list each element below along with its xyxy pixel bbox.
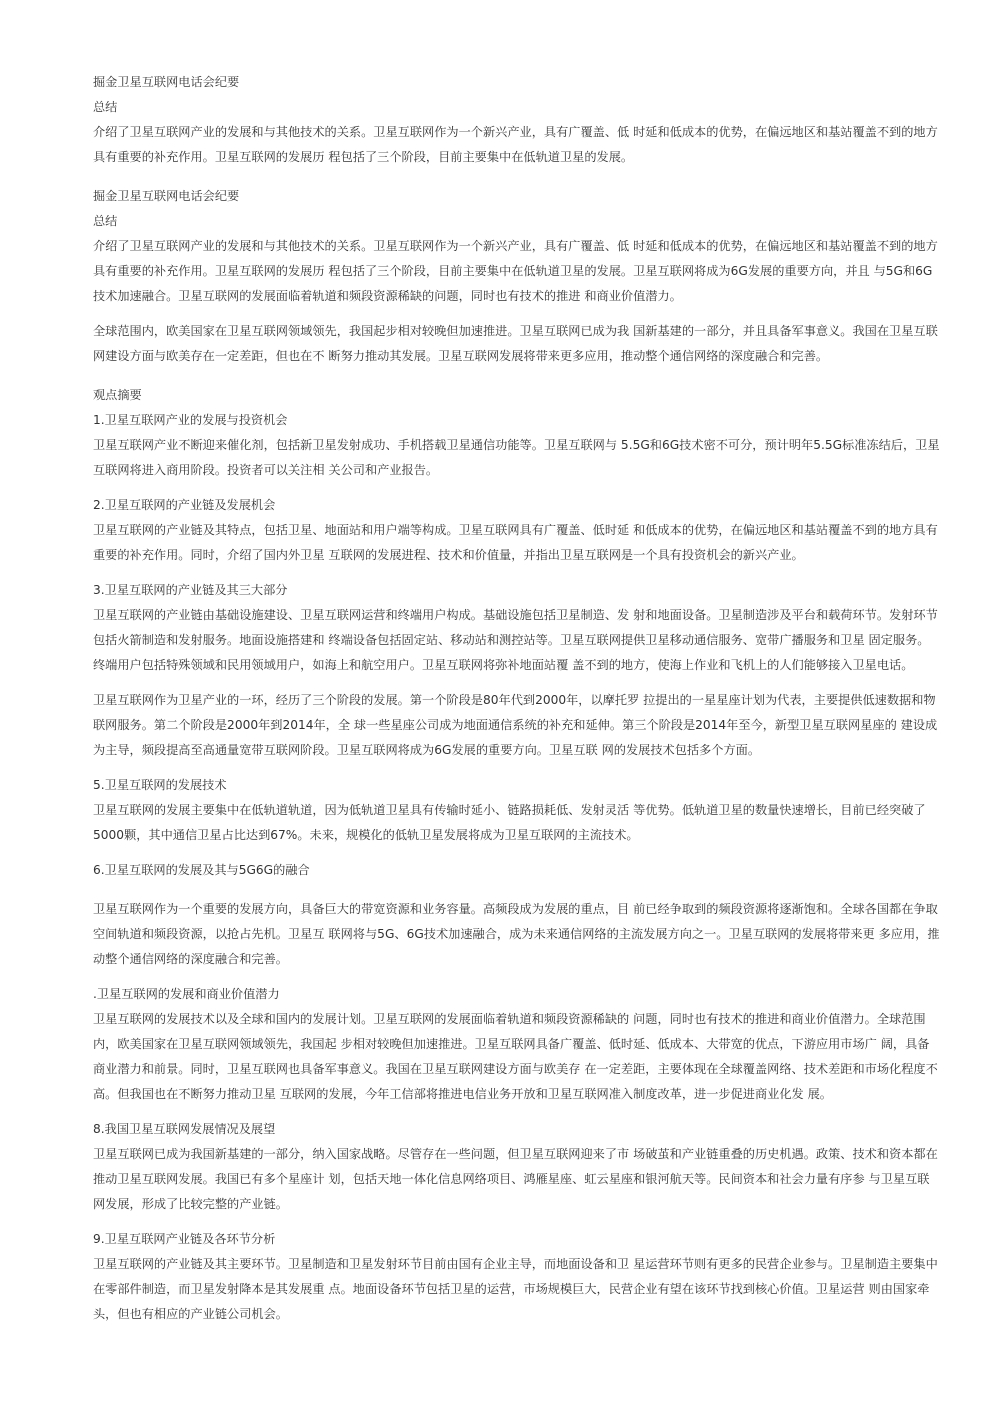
point-1-paragraph: 卫星互联网产业不断迎来催化剂，包括新卫星发射成功、手机搭载卫星通信功能等。卫星互联网与 5.5G和6G技术密不可分，预计明年5.5G标准冻结后，卫星互联网将进入商用阶段。投资者可以关注相 关公司和产业报告。 bbox=[93, 438, 940, 477]
point-7-heading: .卫星互联网的发展和商业价值潜力 bbox=[93, 987, 280, 1001]
point-6-heading: 6.卫星互联网的发展及其与5G6G的融合 bbox=[93, 863, 310, 877]
doc-title: 掘金卫星互联网电话会纪要 bbox=[93, 75, 240, 89]
point-9-heading: 9.卫星互联网产业链及各环节分析 bbox=[93, 1232, 276, 1246]
point-6-paragraph: 卫星互联网作为一个重要的发展方向，具备巨大的带宽资源和业务容量。高频段成为发展的重点，目 前已经争取到的频段资源将逐渐饱和。全球各国都在争取空间轨道和频段资源，以抢占先机。卫星互 联网将与5G、6G技术加速融合，成为未来通信网络的主流发展方向之一。卫星互联网的发展将带来更 多应用，推动整个通信网络的深度融合和完善。 bbox=[93, 902, 940, 966]
section-heading-summary: 总结 bbox=[93, 100, 118, 114]
section-heading-summary-repeat: 总结 bbox=[93, 214, 118, 228]
summary-paragraph-full: 介绍了卫星互联网产业的发展和与其他技术的关系。卫星互联网作为一个新兴产业，具有广覆盖、低 时延和低成本的优势，在偏远地区和基站覆盖不到的地方具有重要的补充作用。卫星互联网的发展历 程包括了三个阶段，目前主要集中在低轨道卫星的发展。卫星互联网将成为6G发展的重要方向，并且 与5G和6G技术加速融合。卫星互联网的发展面临着轨道和频段资源稀缺的问题，同时也有技术的推进 和商业价值潜力。 bbox=[93, 239, 938, 303]
point-5-heading: 5.卫星互联网的发展技术 bbox=[93, 778, 227, 792]
doc-title-repeat: 掘金卫星互联网电话会纪要 bbox=[93, 189, 240, 203]
global-paragraph: 全球范围内，欧美国家在卫星互联网领域领先，我国起步相对较晚但加速推进。卫星互联网已成为我 国新基建的一部分，并且具备军事意义。我国在卫星互联网建设方面与欧美存在一定差距，但也在不 断努力推动其发展。卫星互联网发展将带来更多应用，推动整个通信网络的深度融合和完善。 bbox=[93, 324, 938, 363]
point-5-paragraph: 卫星互联网的发展主要集中在低轨道轨道，因为低轨道卫星具有传输时延小、链路损耗低、发射灵活 等优势。低轨道卫星的数量快速增长，目前已经突破了5000颗，其中通信卫星占比达到67%。未来，规模化的低轨卫星发展将成为卫星互联网的主流技术。 bbox=[93, 803, 926, 842]
point-1-heading: 1.卫星互联网产业的发展与投资机会 bbox=[93, 413, 288, 427]
point-8-heading: 8.我国卫星互联网发展情况及展望 bbox=[93, 1122, 276, 1136]
point-9-paragraph: 卫星互联网的产业链及其主要环节。卫星制造和卫星发射环节目前由国有企业主导，而地面设备和卫 星运营环节则有更多的民营企业参与。卫星制造主要集中在零部件制造，而卫星发射降本是其发展重 点。地面设备环节包括卫星的运营，市场规模巨大，民营企业有望在该环节找到核心价值。卫星运营 则由国家牵头，但也有相应的产业链公司机会。 bbox=[93, 1257, 938, 1321]
point-8-paragraph: 卫星互联网已成为我国新基建的一部分，纳入国家战略。尽管存在一些问题，但卫星互联网迎来了市 场破茧和产业链重叠的历史机遇。政策、技术和资本都在推动卫星互联网发展。我国已有多个星座计 划，包括天地一体化信息网络项目、鸿雁星座、虹云星座和银河航天等。民间资本和社会力量有序参 与卫星互联网发展，形成了比较完整的产业链。 bbox=[93, 1147, 938, 1211]
point-2-heading: 2.卫星互联网的产业链及发展机会 bbox=[93, 498, 276, 512]
summary-paragraph: 介绍了卫星互联网产业的发展和与其他技术的关系。卫星互联网作为一个新兴产业，具有广覆盖、低 时延和低成本的优势，在偏远地区和基站覆盖不到的地方具有重要的补充作用。卫星互联网的发展历 程包括了三个阶段，目前主要集中在低轨道卫星的发展。 bbox=[93, 125, 938, 164]
point-3-paragraph-2: 卫星互联网作为卫星产业的一环，经历了三个阶段的发展。第一个阶段是80年代到2000年，以摩托罗 拉提出的一星星座计划为代表，主要提供低速数据和物联网服务。第二个阶段是2000年到2014年，全 球一些星座公司成为地面通信系统的补充和延伸。第三个阶段是2014年至今，新型卫星互联网星座的 建设成为主导，频段提高至高通量宽带互联网阶段。卫星互联网将成为6G发展的重要方向。卫星互联 网的发展技术包括多个方面。 bbox=[93, 693, 938, 757]
point-2-paragraph: 卫星互联网的产业链及其特点，包括卫星、地面站和用户端等构成。卫星互联网具有广覆盖、低时延 和低成本的优势，在偏远地区和基站覆盖不到的地方具有重要的补充作用。同时，介绍了国内外卫星 互联网的发展进程、技术和价值量，并指出卫星互联网是一个具有投资机会的新兴产业。 bbox=[93, 523, 938, 562]
point-3-heading: 3.卫星互联网的产业链及其三大部分 bbox=[93, 583, 288, 597]
section-heading-viewpoints: 观点摘要 bbox=[93, 388, 142, 402]
point-7-paragraph: 卫星互联网的发展技术以及全球和国内的发展计划。卫星互联网的发展面临着轨道和频段资源稀缺的 问题，同时也有技术的推进和商业价值潜力。全球范围内，欧美国家在卫星互联网领域领先，我国起 步相对较晚但加速推进。卫星互联网具备广覆盖、低时延、低成本、大带宽的优点，下游应用市场广 阔，具备商业潜力和前景。同时，卫星互联网也具备军事意义。我国在卫星互联网建设方面与欧美存 在一定差距，主要体现在全球覆盖网络、技术差距和市场化程度不高。但我国也在不断努力推动卫星 互联网的发展，今年工信部将推进电信业务开放和卫星互联网准入制度改革，进一步促进商业化发 展。 bbox=[93, 1012, 938, 1101]
point-3-paragraph: 卫星互联网的产业链由基础设施建设、卫星互联网运营和终端用户构成。基础设施包括卫星制造、发 射和地面设备。卫星制造涉及平台和载荷环节。发射环节包括火箭制造和发射服务。地面设施搭建和 终端设备包括固定站、移动站和测控站等。卫星互联网提供卫星移动通信服务、宽带广播服务和卫星 固定服务。终端用户包括特殊领域和民用领域用户，如海上和航空用户。卫星互联网将弥补地面站覆 盖不到的地方，使海上作业和飞机上的人们能够接入卫星电话。 bbox=[93, 608, 938, 672]
